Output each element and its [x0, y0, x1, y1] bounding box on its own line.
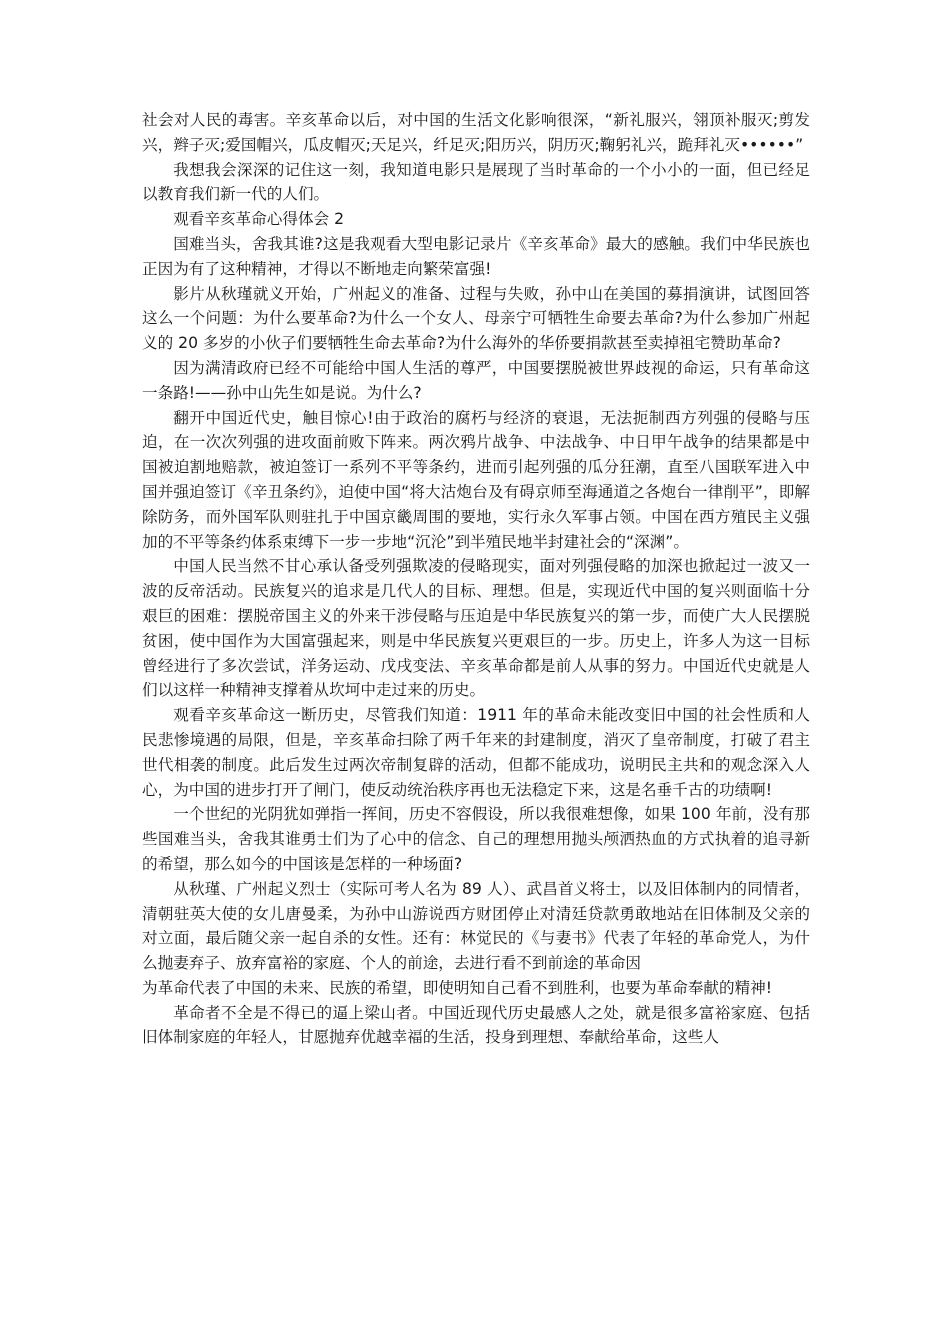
paragraph-reflection: 我想我会深深的记住这一刻，我知道电影只是展现了当时革命的一个小小的一面，但已经足以教育我们新一代的人们。 — [142, 160, 810, 204]
paragraph-film-summary: 影片从秋瑾就义开始，广州起义的准备、过程与失败，孙中山在美国的募捐演讲，试图回答这么一个问题：为什么要革命?为什么一个女人、母亲宁可牺牲生命要去革命?为什么参加广州起义的 20 多岁的小伙子们要牺牲生命去革命?为什么海外的华侨要捐款甚至卖掉祖宅赞助革命? — [142, 284, 810, 353]
paragraph-sun-yatsen-quote: 因为满清政府已经不可能给中国人生活的尊严，中国要摆脱被世界歧视的命运，只有革命这一条路!——孙中山先生如是说。为什么? — [142, 358, 810, 402]
paragraph-modern-history: 翻开中国近代史，触目惊心!由于政治的腐朽与经济的衰退，无法扼制西方列强的侵略与压迫，在一次次列强的进攻面前败下阵来。两次鸦片战争、中法战争、中日甲午战争的结果都是中国被迫割地赔款，被迫签订一系列不平等条约，进而引起列强的瓜分狂潮，直至八国联军进入中国并强迫签订《辛丑条约》，迫使中国“将大沽炮台及有碍京师至海通道之各炮台一律削平”，即解除防务，而外国军队则驻扎于中国京畿周围的要地，实行永久军事占领。中国在西方殖民主义强加的不平等条约体系束缚下一步一步地“沉沦”到半殖民地半封建社会的“深渊”。 — [142, 408, 810, 551]
document-body — [142, 108, 810, 1050]
paragraph-people-resistance: 中国人民当然不甘心承认备受列强欺凌的侵略现实，面对列强侵略的加深也掀起过一波又一波的反帝活动。民族复兴的追求是几代人的目标、理想。但是，实现近代中国的复兴则面临十分艰巨的困难：摆脱帝国主义的外来干涉侵略与压迫是中华民族复兴的第一步，而使广大人民摆脱贫困，使中国作为大国富强起来，则是中华民族复兴更艰巨的一步。历史上，许多人为这一目标曾经进行了多次尝试，洋务运动、戊戌变法、辛亥革命都是前人从事的努力。中国近代史就是人们以这样一种精神支撑着从坎坷中走过来的历史。 — [142, 557, 810, 700]
paragraph-revolution-significance: 观看辛亥革命这一断历史，尽管我们知道：1911 年的革命未能改变旧中国的社会性质和人民悲惨境遇的局限，但是，辛亥革命扫除了两千年来的封建制度，消灭了皇帝制度，打破了君主世代相袭的制度。此后发生过两次帝制复辟的活动，但都不能成功，说明民主共和的观念深入人心，为中国的进步打开了闸门，使反动统治秩序再也无法稳定下来，这是名垂千古的功绩啊! — [142, 706, 810, 799]
paragraph-national-crisis: 国难当头，舍我其谁?这是我观看大型电影记录片《辛亥革命》最大的感触。我们中华民族也正因为有了这种精神，才得以不断地走向繁荣富强! — [142, 234, 810, 278]
section-heading: 观看辛亥革命心得体会 2 — [173, 210, 345, 229]
paragraph-revolutionaries: 革命者不全是不得已的逼上梁山者。中国近现代历史最感人之处，就是很多富裕家庭、包括旧体制家庭的年轻人，甘愿抛弃优越幸福的生活，投身到理想、奉献给革命，这些人 — [142, 1003, 810, 1047]
paragraph-martyrs: 从秋瑾、广州起义烈士（实际可考人名为 89 人）、武昌首义将士，以及旧体制内的同情者，清朝驻英大使的女儿唐曼柔，为孙中山游说西方财团停止对清廷贷款勇敢地站在旧体制及父亲的对立面，最后随父亲一起自杀的女性。还有：林觉民的《与妻书》代表了年轻的革命党人，为什么抛妻弃子、放弃富裕的家庭、个人的前途，去进行看不到前途的革命因 — [142, 879, 810, 973]
paragraph-martyrs-continuation: 为革命代表了中国的未来、民族的希望，即使明知自己看不到胜利，也要为革命奉献的精神! — [142, 978, 773, 997]
paragraph-opening-continuation: 社会对人民的毒害。辛亥革命以后，对中国的生活文化影响很深，“新礼服兴，翎顶补服灭;剪发兴，辫子灭;爱国帽兴，瓜皮帽灭;天足兴，纤足灭;阳历兴，阴历灭;鞠躬礼兴，跪拜礼灭••••••” — [142, 111, 810, 154]
paragraph-century-reflection: 一个世纪的光阴犹如弹指一挥间，历史不容假设，所以我很难想像，如果 100 年前，没有那些国难当头，舍我其谁勇士们为了心中的信念、自己的理想用抛头颅洒热血的方式执着的追寻新的希望，那么如今的中国该是怎样的一种场面? — [142, 805, 810, 873]
